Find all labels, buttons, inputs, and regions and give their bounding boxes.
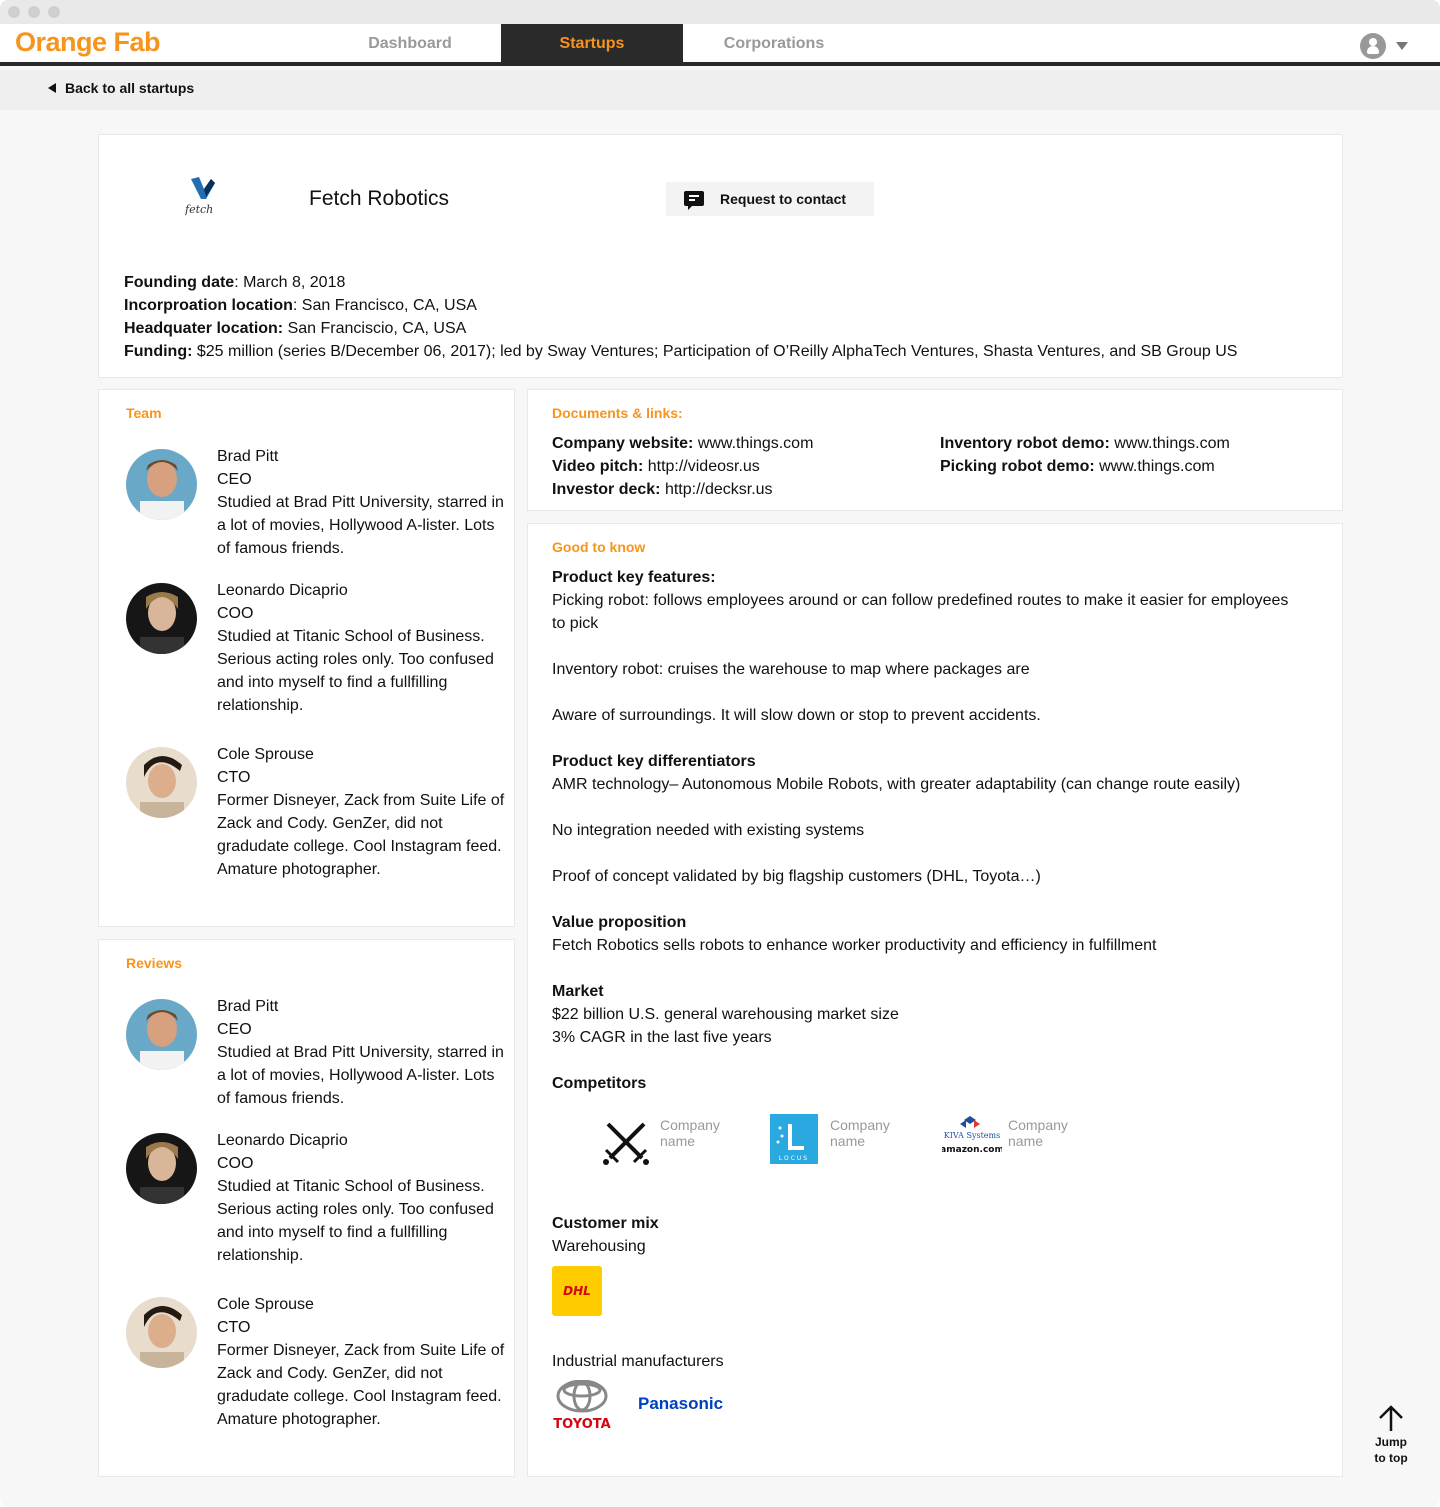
documents-card <box>527 389 1343 511</box>
avatar <box>126 1133 197 1204</box>
doc-company-website[interactable]: Company website: www.things.com <box>552 435 814 452</box>
window-zoom-button[interactable] <box>48 6 60 18</box>
fetch-logo <box>185 175 225 219</box>
window-minimize-button[interactable] <box>28 6 40 18</box>
competitor-name: Company name <box>830 1117 890 1149</box>
reviewer-role: COO <box>217 1155 254 1172</box>
avatar <box>126 449 197 520</box>
doc-video-pitch[interactable]: Video pitch: http://videosr.us <box>552 458 760 475</box>
good-to-know-body <box>552 566 1292 1095</box>
team-title: Team <box>126 405 162 421</box>
avatar <box>126 999 197 1070</box>
dhl-logo-text: DHL <box>563 1284 591 1298</box>
reviewer-role: CTO <box>217 1319 251 1336</box>
competitor-name: Company name <box>660 1117 720 1149</box>
documents-title: Documents & links: <box>552 405 683 421</box>
fetch-logo-text: fetch <box>185 203 214 216</box>
breadcrumb-bar <box>0 70 1440 110</box>
differentiator-item: AMR technology– Autonomous Mobile Robots, with greater adaptability (can change route easily) <box>552 776 1241 793</box>
documents-left-list <box>552 432 813 501</box>
user-menu[interactable] <box>1360 33 1410 57</box>
jump-label-line1: Jump <box>1374 1435 1407 1449</box>
tab-corporations[interactable]: Corporations <box>723 35 825 52</box>
member-name: Cole Sprouse <box>217 746 314 763</box>
doc-inventory-demo[interactable]: Inventory robot demo: www.things.com <box>940 435 1230 452</box>
customer-heading: Customer mix <box>552 1215 659 1232</box>
market-item: $22 billion U.S. general warehousing market size <box>552 1006 899 1023</box>
app-logo[interactable]: Orange Fab <box>15 27 161 57</box>
member-bio: Studied at Brad Pitt University, starred in a lot of movies, Hollywood A-lister. Lots of famous friends. <box>217 494 504 557</box>
top-navbar <box>0 24 1440 66</box>
back-to-startups-link[interactable] <box>48 80 194 96</box>
crossed-swords-icon <box>598 1114 654 1170</box>
competitor-item[interactable] <box>598 1114 748 1170</box>
tab-dashboard[interactable]: Dashboard <box>368 35 452 52</box>
feature-item: Aware of surroundings. It will slow down or stop to prevent accidents. <box>552 707 1041 724</box>
team-card <box>98 389 515 927</box>
documents-right-list <box>940 432 1230 478</box>
value-heading: Value proposition <box>552 914 687 931</box>
toyota-logo-text: TOYOTA <box>553 1417 611 1432</box>
jump-label-line2: to top <box>1374 1451 1408 1465</box>
toyota-logo <box>552 1380 614 1432</box>
value-text: Fetch Robotics sells robots to enhance worker productivity and efficiency in fulfillment <box>552 937 1157 954</box>
member-role: CEO <box>217 471 252 488</box>
competitor-name: Company name <box>1008 1117 1068 1149</box>
avatar <box>126 747 197 818</box>
tab-startups[interactable]: Startups <box>501 24 683 66</box>
review-text: Former Disneyer, Zack from Suite Life of Zack and Cody. GenZer, did not gradudate college. Cool Instagram feed. Amature photographer. <box>217 1342 505 1428</box>
customer-mix <box>552 1212 659 1258</box>
member-name: Leonardo Dicaprio <box>217 582 348 599</box>
fact-founding: Founding date: March 8, 2018 <box>124 274 346 291</box>
request-contact-label: Request to contact <box>720 191 847 207</box>
review-text: Studied at Brad Pitt University, starred in a lot of movies, Hollywood A-lister. Lots of famous friends. <box>217 1044 504 1107</box>
competitor-item[interactable] <box>942 1114 1092 1170</box>
window-titlebar <box>0 0 1440 24</box>
fact-funding: Funding: $25 million (series B/December 06, 2017); led by Sway Ventures; Participation of O’Reilly AlphaTech Ventures, Shasta Ventures, and SB Group US <box>124 343 1238 360</box>
avatar <box>126 1297 197 1368</box>
competitor-item[interactable] <box>770 1114 920 1170</box>
review-text: Studied at Titanic School of Business. Serious acting roles only. Too confused and into myself to find a fullfilling relationship. <box>217 1178 494 1264</box>
doc-investor-deck[interactable]: Investor deck: http://decksr.us <box>552 481 773 498</box>
reviewer-name: Cole Sprouse <box>217 1296 314 1313</box>
avatar <box>126 583 197 654</box>
locus-logo <box>770 1114 818 1164</box>
reviews-card <box>98 939 515 1477</box>
startup-header-card <box>98 134 1343 378</box>
good-to-know-card <box>527 523 1343 1477</box>
doc-picking-demo[interactable]: Picking robot demo: www.things.com <box>940 458 1215 475</box>
reviewer-role: CEO <box>217 1021 252 1038</box>
member-role: CTO <box>217 769 251 786</box>
differentiator-item: Proof of concept validated by big flagship customers (DHL, Toyota…) <box>552 868 1041 885</box>
back-link-label: Back to all startups <box>65 80 195 96</box>
member-bio: Studied at Titanic School of Business. Serious acting roles only. Too confused and into myself to find a fullfilling relationship. <box>217 628 494 714</box>
panasonic-logo: Panasonic <box>638 1394 724 1413</box>
reviewer-name: Brad Pitt <box>217 998 279 1015</box>
amazon-logo-text: amazon.com <box>942 1145 1002 1155</box>
chevron-down-icon[interactable] <box>1396 42 1408 50</box>
member-role: COO <box>217 605 254 622</box>
kiva-amazon-logo <box>942 1114 1002 1160</box>
arrow-up-icon <box>1377 1404 1405 1432</box>
window-close-button[interactable] <box>8 6 20 18</box>
market-heading: Market <box>552 983 604 1000</box>
locus-logo-text: LOCUS <box>778 1155 810 1162</box>
reviews-title: Reviews <box>126 955 183 971</box>
user-avatar-icon[interactable] <box>1360 33 1386 59</box>
differentiators-heading: Product key differentiators <box>552 753 756 770</box>
back-arrow-icon <box>48 83 56 93</box>
market-item: 3% CAGR in the last five years <box>552 1029 772 1046</box>
request-contact-button[interactable] <box>666 182 874 216</box>
fact-headquarters: Headquater location: San Franciscio, CA, USA <box>124 320 467 337</box>
feature-item: Inventory robot: cruises the warehouse to map where packages are <box>552 661 1030 678</box>
startup-facts <box>124 271 1237 363</box>
feature-item: Picking robot: follows employees around or can follow predefined routes to make it easier for employees to pick <box>552 592 1289 632</box>
differentiator-item: No integration needed with existing systems <box>552 822 865 839</box>
dhl-logo <box>552 1266 602 1316</box>
good-to-know-title: Good to know <box>552 539 646 555</box>
customer-segment-warehousing: Warehousing <box>552 1238 646 1255</box>
features-heading: Product key features: <box>552 569 716 586</box>
fact-incorporation: Incorproation location: San Francisco, CA, USA <box>124 297 477 314</box>
reviewer-name: Leonardo Dicaprio <box>217 1132 348 1149</box>
competitors-heading: Competitors <box>552 1075 647 1092</box>
member-bio: Former Disneyer, Zack from Suite Life of Zack and Cody. GenZer, did not gradudate college. Cool Instagram feed. Amature photographer. <box>217 792 505 878</box>
jump-to-top-button[interactable] <box>1366 1404 1416 1466</box>
kiva-logo-text: KIVA Systems <box>943 1131 1001 1140</box>
startup-name: Fetch Robotics <box>309 187 450 210</box>
customer-segment-industrial: Industrial manufacturers <box>552 1353 724 1370</box>
member-name: Brad Pitt <box>217 448 279 465</box>
chat-icon <box>684 191 704 206</box>
